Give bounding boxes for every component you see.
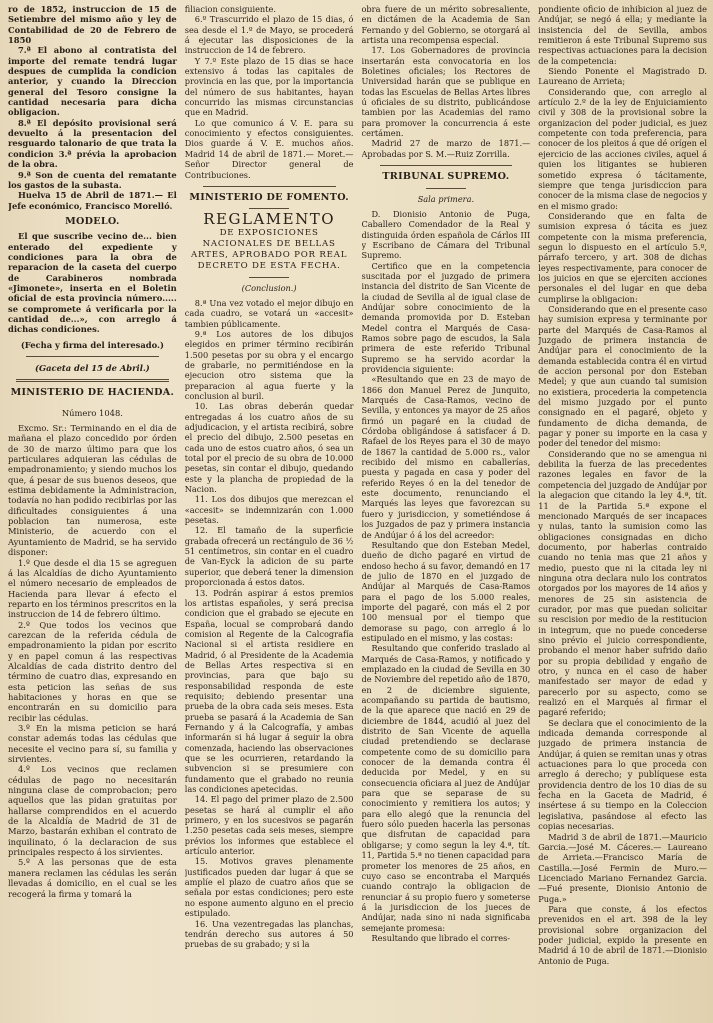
col3-paragraph: Madrid 27 de marzo de 1871.— Aprobadas por S. M.—Ruiz Zorrilla. [361, 138, 531, 159]
col2-paragraph: 14. El pago del primer plazo de 2.500 pesetas se hará al cumplir el año primero, y en los sucesivos se pagarán 1.250 pesetas cada seis meses, siempre prévios los informes que establece el artículo anterior. [184, 794, 354, 857]
col1-signature: Huelva 15 de Abril de 1871.— El Jefe económico, Francisco Morelló. [8, 190, 177, 211]
divider [249, 277, 289, 278]
col4-paragraph: Considerando que, con arreglo al artículo 2.º de la ley de Enjuiciamiento civil y 308 de la provisional sobre la organizacion del poder judicial, es juez competente con toda preferencia, para conocer de los pleitos á que dé orígen el ejercicio de las acciones civiles, aquel á quien los litigantes se hubieren sometido expresa ó tácitamente, siempre que tenga jurisdiccion para conocer de la misma clase de negocios y en el mismo grado: [538, 86, 707, 211]
col3-paragraph: Certifico que en la competencia suscitada por el juzgado de primera instancia del distrito de San Vicente de la ciudad de Sevilla al de igual clase de Andújar sobre conocimiento de la demanda promovida por D. Esteban Medel contra el Marqués de Casa-Ramos sobre pago de escudos, la Sala primera de este referido Tribunal Supremo se ha servido acordar la providencia siguiente: [361, 260, 531, 374]
divider [249, 208, 289, 209]
divider [380, 165, 513, 166]
modelo-text: El que suscribe vecino de... bien enterado del expediente y condiciones para la obra de reparacion de la caseta del cuerpo de Carabineros nombrada «Jimonete», inserta en el Boletin oficial de esta provincia número..... se compromete á verificarla por la cantidad de...», con arreglo á dichas condiciones. [8, 231, 177, 335]
col1-paragraph: 1.º Que desde el dia 15 se agreguen á las Alcaldías de dicho Ayuntamiento el número necesario de empleados de Hacienda para llevar á efecto el reparto en los términos prescritos en la instruccion de 14 de febrero último. [8, 557, 177, 620]
col1-paragraph: 3.º En la misma peticion se hará constar además todas las cédulas que necesite el vecino para sí, su familia y sirvientes. [8, 723, 177, 765]
col3-paragraph: 17. Los Gobernadores de provincia insertarán esta convocatoria en los Boletines oficiales; los Rectores de Universidad harán que se publique en todas las Escuelas de Bellas Artes libres ú oficiales de su distrito, publicándose tambien por las Academias del ramo para promover la concurrencia á este certámen. [361, 45, 531, 139]
col2-paragraph: 16. Una vezentregadas las planchas, tendrán derecho sus autores á 50 pruebas de su grabado; y si la [184, 918, 354, 950]
col2-paragraph: Y 7.º Este plazo de 15 dias se hace extensivo á todas las capitales de provincia en las que, por la importancia del número de sus habitantes, hayan concurrido las mismas circunstancias que en Madrid. [184, 55, 354, 118]
modelo-title: MODELO. [65, 215, 120, 227]
divider [203, 186, 336, 187]
col4-paragraph: Siendo Ponente el Magistrado D. Laureano de Arrieta; [538, 66, 707, 87]
col1-paragraph: 2.º Que todos los vecinos que carezcan de la referida cédula de empadronamiento la pidan por escrito y en papel comun á las respectivas Alcaldías de cada distrito dentro del término de cuatro dias, expresando en esta peticion las señas de sus habitaciones y horas en que se encontrarán en su domicilio para recibir las cédulas. [8, 619, 177, 723]
col4-paragraph: Se declara que el conocimiento de la indicada demanda corresponde al juzgado de primera instancia de Andújar, á quien se remitan unas y otras actuaciones para lo que proceda con arreglo á derecho; y publíquese esta providencia dentro de los 10 dias de su fecha en la Gaceta de Madrid, é insértese á su tiempo en la Coleccion legislativa, pasándose al efecto las copias necesarias. [538, 717, 707, 832]
divider [426, 188, 466, 189]
page-columns [8, 4, 707, 1023]
tribunal-supremo-title: TRIBUNAL SUPREMO. [382, 171, 510, 183]
col2-paragraph: Lo que comunico á V. E. para su conocimiento y efectos consiguientes. Dios guarde á V. E. muchos años. Madrid 14 de abril de 1871.— Moret.—Señor Director general de Contribuciones. [184, 117, 354, 180]
col3-paragraph: Resultando que conferido traslado al Marqués de Casa-Ramos, y notificado y emplazado en la ciudad de Sevilla en 30 de Noviembre del repetido año de 1870, en 2 de diciembre siguiente, acompañando su partida de bautismo, de la que aparece que nació en 29 de diciembre de 1844, acudió al juez del distrito de San Vicente de aquella ciudad pretendiendo se declarase competente como de su domicilio para conocer de la demanda contra él deducida por Medel, y en su consecuencia oficiara al juez de Andújar para que se separase de su conocimiento y remitiera los autos; y para ello alegó que la renuncia del fuero sólo pueden hacerla las personas que disfrutan de capacidad para obligarse; y como segun la ley 4.ª, tít. 11, Partida 5.ª no tienen capacidad para prometer los menores de 25 años, en cuyo caso se encontraba el Marqués cuando contrajo la obligacion de renunciar á su propio fuero y someterse á la jurisdiccion de los jueces de Andújar, nada sino ni nada significaba semejante promesa: [361, 643, 531, 933]
reglamento-subtitle: DE EXPOSICIONES NACIONALES DE BELLAS ARTES, APROBADO POR REAL DECRETO DE ESTA FECHA. [191, 227, 348, 271]
column-2 [185, 4, 354, 1023]
col2-paragraph: 9.ª Los autores de los dibujos elegidos en primer término recibirán 1.500 pesetas por su obra y el encargo de grabarle, no permitiéndose en la ejecucion otro sistema que la preparacion al agua fuerte y la conclusion al buril. [184, 328, 354, 401]
col3-paragraph: D. Dionisio Antonio de Puga, Caballero Comendador de la Real y distinguida órden española de Cárlos III y Escribano de Cámara del Tribunal Supremo. [361, 208, 531, 261]
gaceta-note: (Gaceta del 15 de Abril.) [35, 363, 150, 373]
column-4 [538, 4, 707, 1023]
ministerio-fomento-title: MINISTERIO DE FOMENTO. [189, 191, 349, 203]
firma-note: (Fecha y firma del interesado.) [20, 339, 164, 350]
col3-paragraph: Resultando que don Esteban Medel, dueño de dicho pagaré en virtud de endoso hecho á su favor, demandó en 17 de julio de 1870 en el juzgado de Andújar al Marqués de Casa-Ramos para el pago de los 5.000 reales, importe del pagaré, con más el 2 por 100 mensual por el tiempo que demorase su pago, con arreglo á lo estipulado en el mismo, y las costas: [361, 539, 531, 643]
col4-paragraph: Considerando que en falta de sumision expresa ó tácita es juez competente con la misma preferencia, segun lo dispuesto en el artículo 5.º, párrafo tercero, y art. 308 de dichas leyes respectivamente, para conocer de los juicios en que se ejerciten acciones personales el del lugar en que deba cumplirse la obligacion: [538, 210, 707, 304]
col2-paragraph: 15. Motivos graves plenamente justificados pueden dar lugar á que se amplíe el plazo de cuatro años que se señala por estas condiciones; pero este no espone aumento alguno en el precio estipulado. [184, 856, 354, 919]
col1-paragraph: Excmo. Sr.: Terminando en el dia de mañana el plazo concedido por órden de 30 de marzo último para que los particulares adquieran las cédulas de empadronamiento; y siendo muchos los que, á pesar de sus buenos deseos, que estima debidamente la Administracion, todavía no han podido recibirlas por las dificultades consiguientes á una poblacion tan numerosa, este Ministerio, de acuerdo con el Ayuntamiento de Madrid, se ha servido disponer: [8, 423, 177, 558]
col2-paragraph: 12. El tamaño de la superficie grabada ofrecerá un rectángulo de 36 ½ 51 centímetros, sin contar en el cuadro de Van-Eyck la adicion de su parte superior, que deberá tener la dimension proporcionada á estos datos. [184, 525, 354, 588]
ministerio-hacienda-title: MINISTERIO DE HACIENDA. [10, 387, 175, 399]
col4-paragraph: pondiente oficio de inhibicion al juez de Andújar, se negó á ella; y mediante la insistencia del de Sevilla, ambos remitieron á este Tribunal Supremo sus respectivas actuaciones para la decision de la competencia: [538, 4, 707, 66]
col2-paragraph: filiacion consiguiente. [184, 4, 276, 14]
col1-paragraph: 9.ª Son de cuenta del rematante los gastos de la subasta. [8, 169, 177, 190]
numero-label: Número 1048. [61, 407, 123, 418]
col2-paragraph: 10. Las obras deberán quedar entregadas á los cuatro años de su adjudicacion, y el artista recibirá, sobre el precio del dibujo, 2.500 pesetas en cada uno de estos cuatro años, ó sea un total por el precio de su obra de 10.000 pesetas, sin contar el dibujo, quedando este y la plancha de propiedad de la Nacion. [184, 401, 354, 495]
col2-paragraph: 13. Podrán aspirar á estos premios los artistas españoles, y será precisa condicion que el grabado se ejecute en España, locual se comprobará dando comision al Regente de la Calcografía Nacional si el artista residiere en Madrid, ó al Presidente de la Academia de Bellas Artes respectiva si en provincias, para que bajo su responsabilidad responda de este requisito; debiendo presentar una prueba de la obra cada seis meses. Esta prueba se pasará á la Academia de San Fernando y á la Calcografía, y ambas informarán si há lugar á seguir la obra comenzada, haciendo las observaciones que se les ocurrieren, retardando la subvencion si se presumiere con fundamento que el grabado no reunia las condiciones apetecidas. [184, 587, 354, 795]
col1-paragraph: 5.º A las personas que de esta manera reclamen las cédulas les serán llevadas á domicilio, en el cual se les recogerá la firma y tomará la [8, 857, 177, 899]
col1-paragraph: 8.ª El depósito provisional será devuelto á la presentacion del resguardo talonario de que trata la condicion 3.ª prévia la aprobacion de la obra. [8, 117, 177, 170]
col4-paragraph: Considerando que no se amengua ni debilita la fuerza de las precedentes razones legales en favor de la competencia del juzgado de Andújar por la alegacion que citando la ley 4.ª, tít. 11 de la Partida 5.ª expone el mencionado Marqués de ser incapaces y nulas, tanto la sumision como las obligaciones consignadas en dicho documento, por haberlas contraido cuando no tenia mas que 21 años y medio, puesto que ni la citada ley ni ninguna otra declara nulo los contratos otorgados por los mayores de 14 años y menores de 25 sin asistencia de curador, por mas que puedan solicitar su rescision por medio de la restitucion in integrum, que no puede concederse sino prévio el juicio correspondiente, probando el menor haber sufrido daño por su propia debilidad y engaño de otro, y nunca en el caso de haber manifestado ser mayor de edad y parecerlo por su aspecto, como se realizó en el Marqués al firmar el pagaré referido; [538, 448, 707, 718]
sala-label: Sala primera. [417, 193, 475, 204]
col3-paragraph: «Resultando que en 23 de mayo de 1866 don Manuel Perez de Junquito, Marqués de Casa-Ramos, vecino de Sevilla, y entonces ya mayor de 25 años firmó un pagaré en la ciudad de Córdoba obligándose á satisfacer á D. Rafael de los Reyes para el 30 de mayo de 1867 la cantidad de 5.000 rs., valor recibido del mismo en caballerías, puesta y pagada en casa y poder del referido Reyes ó en la del tenedor de este documento, renunciando el Marqués las leyes que favorezcan su fuero y jurisdiccion, y sometiéndose á los Juzgados de paz y primera instancia de Andújar ó á los del acreedor: [361, 374, 531, 540]
reglamento-title: REGLAMENTO [203, 210, 335, 229]
col4-paragraph: Madrid 3 de abril de 1871.—Mauricio Garcia.—José M. Cáceres.— Laureano de Arrieta.—Francisco María de Castilla.—José Fermin de Muro.—Licenciado Mariano Fernandez Garcia.—Fué presente, Dionisio Antonio de Puga.» [538, 831, 707, 904]
col2-paragraph: 11. Los dos dibujos que merezcan el «accesit» se indemnizarán con 1.000 pesetas. [184, 494, 354, 526]
col2-paragraph: 8.ª Una vez votado el mejor dibujo en cada cuadro, se votará un «accesit» tambien públicamente. [184, 297, 354, 329]
col4-paragraph: Considerando que en el presente caso hay sumision expresa y terminante por parte del Marqués de Casa-Ramos al Juzgado de primera instancia de Andújar para el conocimiento de la demanda establecida contra él en virtud de accion personal por don Esteban Medel; y que aun cuando tal sumision no existiera, procederia la competencia del mismo juzgado por el punto consignado en el pagaré, objeto y fundamento de dicha demanda, de pagar y poner su importe en la casa y poder del tenedor del mismo: [538, 303, 707, 449]
col1-paragraph: 4.º Los vecinos que reclamen cédulas de pago no necesitarán ninguna clase de comprobacion; pero aquellos que las pidan gratuitas por hallarse comprendidos en el acuerdo de la Alcaldía de Madrid de 31 de Marzo, bastarán exhiban el contrato de inquilinato, ó la declaracion de sus principales respecto á los sirvientes. [8, 764, 177, 858]
divider [26, 356, 159, 357]
col3-paragraph: Resultando que librado el corres- [371, 932, 511, 943]
col2-paragraph: 6.º Trascurrido el plazo de 15 dias, ó sea desde el 1.º de Mayo, se procederá á ejecutar las disposiciones de la instruccion de 14 de febrero. [184, 14, 354, 56]
conclusion-label: (Conclusion.) [241, 282, 297, 293]
col1-paragraph: 7.ª El abono al contratista del importe del remate tendrá lugar despues de cumplida la condicion anterior, y cuando la Direccion general del Tesoro consigne la cantidad necesaria para dicha obligacion. [8, 45, 177, 118]
column-1 [8, 4, 177, 1023]
col3-paragraph: obra fuere de un mérito sobresaliente, en dictámen de la Academia de San Fernando y del Gobierno, se otorgará al artista una recompensa especial. [361, 4, 531, 46]
col1-paragraph: ro de 1852, instruccion de 15 de Setiembre del mismo año y ley de Contabilidad de 20 de Febrero de 1850 [8, 4, 177, 46]
col4-paragraph: Para que conste, á los efectos prevenidos en el art. 398 de la ley provisional sobre organizacion del poder judicial, expido la presente en Madrid á 10 de abril de 1871.—Dionisio Antonio de Puga. [538, 903, 707, 966]
divider [16, 379, 169, 382]
column-3 [362, 4, 531, 1023]
